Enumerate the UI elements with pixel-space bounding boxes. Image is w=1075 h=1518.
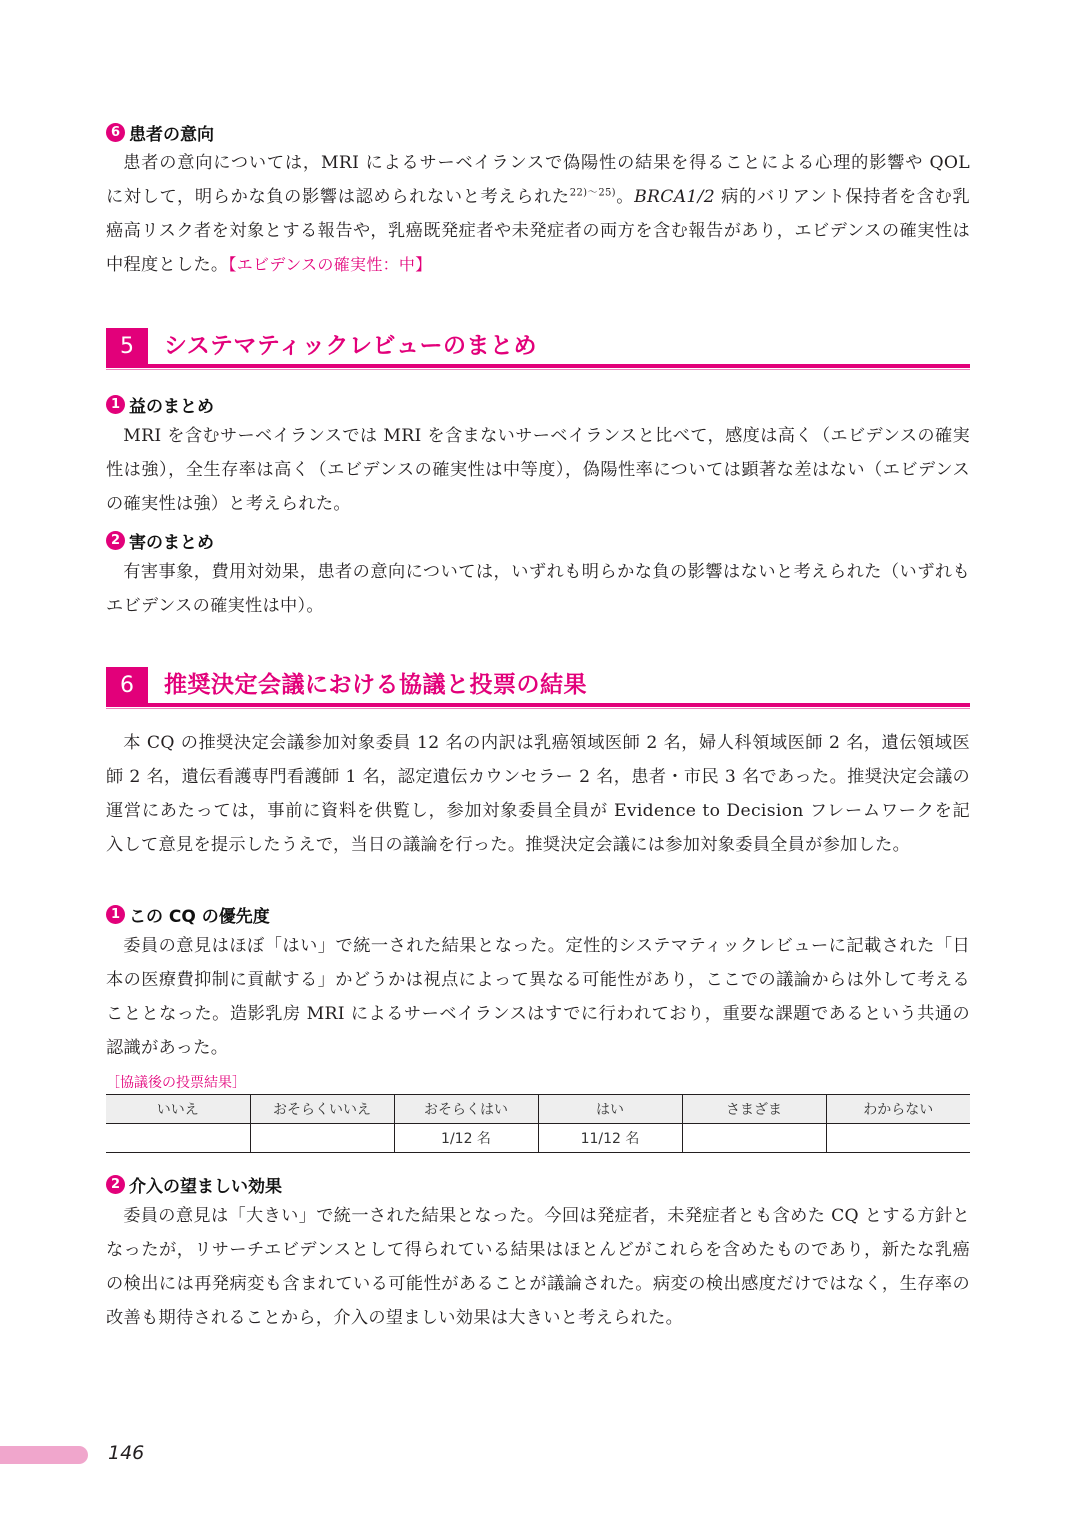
heading-number-badge: 2 [106, 1175, 125, 1194]
section-6-header [106, 667, 970, 707]
vote-results-table [106, 1094, 970, 1153]
harm-summary-paragraph: 有害事象，費用対効果，患者の意向については，いずれも明らかな負の影響はないと考えられた（いずれもエビデンスの確実性は中）。 [106, 562, 970, 616]
table-cell: 11/12 名 [538, 1124, 682, 1153]
desirable-effect-paragraph: 委員の意見は「大きい」で統一された結果となった。今回は発症者，未発症者とも含めた CQ とする方針となったが，リサーチエビデンスとして得られている結果はほとんどがこれらを含めたものであり，新たな乳癌の検出には再発病変も含まれている可能性があることが議論された。病変の検出感度だけではなく，生存率の改善も期待されることから，介入の望ましい効果は大きいと考えられた。 [106, 1206, 970, 1328]
section-number: 5 [106, 328, 148, 364]
desirable-effect-heading [106, 1172, 282, 1197]
heading-text: 害のまとめ [129, 533, 214, 553]
paragraph-text: 。 [615, 187, 635, 207]
table-cell [250, 1124, 394, 1153]
section-title: システマティックレビューのまとめ [164, 333, 538, 359]
table-header-cell: おそらくいいえ [250, 1095, 394, 1124]
table-cell [682, 1124, 826, 1153]
table-cell [826, 1124, 970, 1153]
page-edge-tab [0, 1446, 88, 1464]
heading-text: この CQ の優先度 [129, 907, 270, 927]
vote-results-label: ［協議後の投票結果］ [106, 1075, 246, 1091]
table-header-cell: おそらくはい [394, 1095, 538, 1124]
benefit-summary-paragraph: MRI を含むサーベイランスでは MRI を含まないサーベイランスと比べて，感度は高く（エビデンスの確実性は強），全生存率は高く（エビデンスの確実性は中等度），偽陽性率については顕著な差はない（エビデンスの確実性は強）と考えられた。 [106, 426, 970, 514]
section-number: 6 [106, 667, 148, 703]
heading-text: 患者の意向 [129, 125, 214, 145]
priority-paragraph: 委員の意見はほぼ「はい」で統一された結果となった。定性的システマティックレビューに記載された「日本の医療費抑制に貢献する」かどうかは視点によって異なる可能性があり，ここでの議論からは外して考えることとなった。造影乳房 MRI によるサーベイランスはすでに行われており，重要な課題であるという共通の認識があった。 [106, 936, 970, 1058]
harm-summary-heading [106, 528, 214, 553]
paragraph-text: 病的バリアント保持者を含む乳癌高リスク者を対象とする報告や，乳癌既発症者や未発症者の両方を含む報告があり，エビデンスの確実性は中程度とした。 [106, 187, 970, 275]
section-divider [106, 703, 970, 707]
heading-number-badge: 6 [106, 123, 125, 142]
section-divider-shadow [106, 369, 970, 370]
table-header-cell: さまざま [682, 1095, 826, 1124]
heading-text: 介入の望ましい効果 [129, 1177, 282, 1197]
table-header-row [106, 1095, 970, 1124]
table-header-cell: わからない [826, 1095, 970, 1124]
paragraph-text: 患者の意向については，MRI によるサーベイランスで偽陽性の結果を得ることによる心理的影響や QOL に対して，明らかな負の影響は認められないと考えられた [106, 153, 970, 207]
meeting-intro-paragraph: 本 CQ の推奨決定会議参加対象委員 12 名の内訳は乳癌領域医師 2 名，婦人科領域医師 2 名，遺伝領域医師 2 名，遺伝看護専門看護師 1 名，認定遺伝カウンセラー 2 名，患者・市民 3 名であった。推奨決定会議の運営にあたっては，事前に資料を供覧し，参加対象委員全員が Evidence to Decision フレームワークを記入して意見を提示したうえで，当日の議論を行った。推奨決定会議には参加対象委員全員が参加した。 [106, 733, 970, 855]
table-header-cell: いいえ [106, 1095, 250, 1124]
gene-name: BRCA1/2 [634, 187, 715, 207]
benefit-summary-heading [106, 392, 214, 417]
section-divider-shadow [106, 708, 970, 709]
evidence-certainty-label: 【エビデンスの確実性：中】 [228, 255, 432, 274]
heading-number-badge: 1 [106, 395, 125, 414]
heading-number-badge: 1 [106, 905, 125, 924]
priority-heading [106, 902, 270, 927]
table-row [106, 1124, 970, 1153]
section-title: 推奨決定会議における協議と投票の結果 [164, 672, 587, 698]
heading-text: 益のまとめ [129, 397, 214, 417]
table-cell: 1/12 名 [394, 1124, 538, 1153]
page-number: 146 [108, 1442, 145, 1464]
section-5-header [106, 328, 970, 368]
patient-preference-heading [106, 120, 214, 145]
citation: 22)～25) [569, 187, 616, 199]
heading-number-badge: 2 [106, 531, 125, 550]
table-header-cell: はい [538, 1095, 682, 1124]
section-divider [106, 364, 970, 368]
patient-preference-paragraph [106, 146, 970, 282]
table-cell [106, 1124, 250, 1153]
